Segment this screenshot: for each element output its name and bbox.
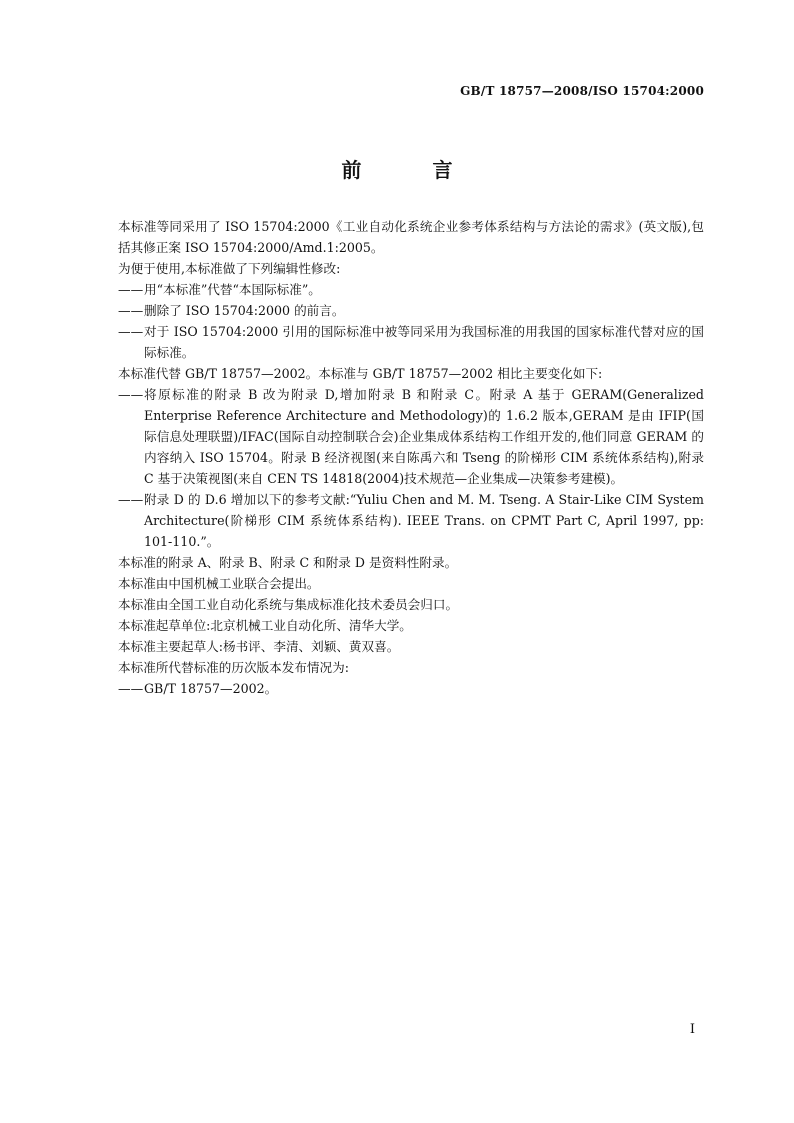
dash-item-text: 对于 ISO 15704:2000 引用的国际标准中被等同采用为我国标准的用我国的国家标准代替对应的国际标准。	[144, 324, 704, 360]
dash-mark: ——	[118, 387, 144, 402]
standard-code-header: GB/T 18757—2008/ISO 15704:2000	[460, 84, 704, 98]
dash-item-text: GB/T 18757—2002。	[144, 681, 278, 696]
dash-item-text: 附录 D 的 D.6 增加以下的参考文献:“Yuliu Chen and M. M. Tseng. A Stair-Like CIM System Architecture(阶梯形 CIM 系统体系结构). IEEE Trans. on CPMT Part C, April 1997, pp: 101-110.”。	[144, 492, 704, 549]
dash-item	[118, 678, 704, 699]
dash-mark: ——	[118, 681, 144, 696]
paragraph: 本标准起草单位:北京机械工业自动化所、清华大学。	[118, 618, 412, 633]
dash-item	[118, 384, 704, 489]
paragraph: 本标准由中国机械工业联合会提出。	[118, 576, 320, 591]
dash-item	[118, 300, 704, 321]
paragraph: 本标准代替 GB/T 18757—2002。本标准与 GB/T 18757—2002 相比主要变化如下:	[118, 366, 603, 381]
paragraph: 为便于使用,本标准做了下列编辑性修改:	[118, 261, 341, 276]
dash-mark: ——	[118, 324, 144, 339]
page-title: 前 言	[341, 158, 485, 182]
dash-item-text: 用“本标准”代替“本国际标准”。	[144, 282, 321, 297]
dash-item	[118, 279, 704, 300]
paragraph: 本标准的附录 A、附录 B、附录 C 和附录 D 是资料性附录。	[118, 555, 458, 570]
page-number: I	[689, 1022, 695, 1037]
dash-mark: ——	[118, 303, 144, 318]
dash-mark: ——	[118, 492, 144, 507]
dash-item	[118, 489, 704, 552]
paragraph: 本标准所代替标准的历次版本发布情况为:	[118, 660, 349, 675]
dash-mark: ——	[118, 282, 144, 297]
paragraph: 本标准由全国工业自动化系统与集成标准化技术委员会归口。	[118, 597, 459, 612]
paragraph: 本标准等同采用了 ISO 15704:2000《工业自动化系统企业参考体系结构与方法论的需求》(英文版),包括其修正案 ISO 15704:2000/Amd.1:2005。	[118, 219, 704, 255]
dash-item	[118, 321, 704, 363]
dash-item-text: 删除了 ISO 15704:2000 的前言。	[144, 303, 345, 318]
foreword-body	[118, 216, 704, 699]
paragraph: 本标准主要起草人:杨书评、李清、刘颖、黄双喜。	[118, 639, 400, 654]
dash-item-text: 将原标准的附录 B 改为附录 D,增加附录 B 和附录 C。附录 A 基于 GERAM(Generalized Enterprise Reference Architecture and Methodology)的 1.6.2 版本,GERAM 是由 IFIP(国际信息处理联盟)/IFAC(国际自动控制联合会)企业集成体系结构工作组开发的,他们同意 GERAM 的内容纳入 ISO 15704。附录 B 经济视图(来自陈禹六和 Tseng 的阶梯形 CIM 系统体系结构),附录 C 基于决策视图(来自 CEN TS 14818(2004)技术规范—企业集成—决策参考建模)。	[144, 387, 704, 486]
